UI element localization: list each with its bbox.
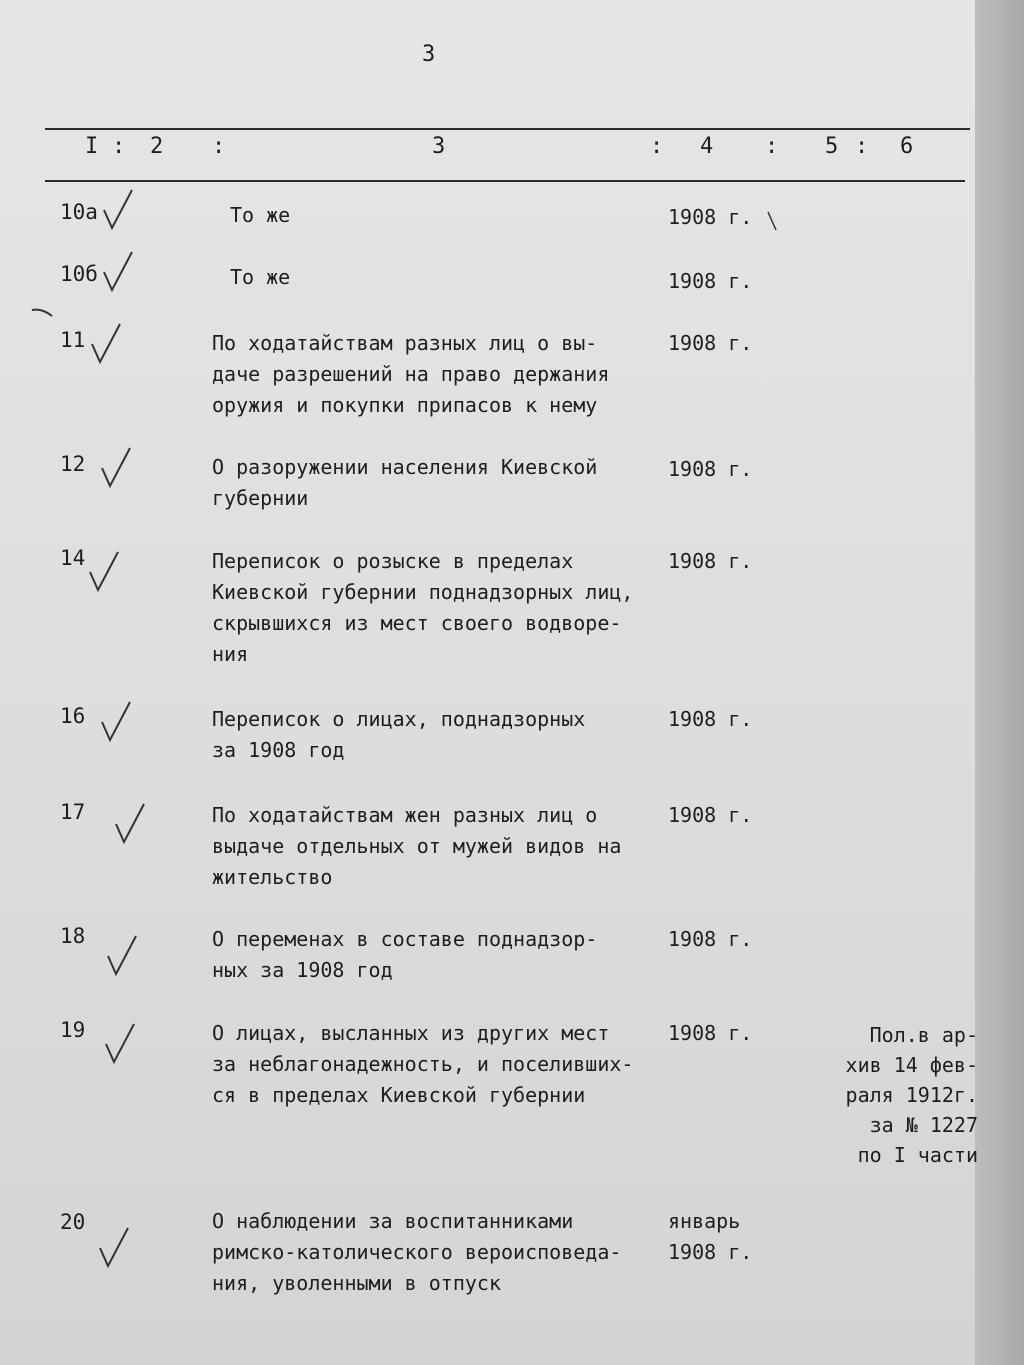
header-sep-2: : bbox=[212, 134, 227, 159]
row-date: 1908 г. bbox=[668, 803, 753, 827]
header-sep-4: : bbox=[765, 134, 780, 159]
checkmark-icon bbox=[100, 250, 140, 294]
checkmark-icon bbox=[96, 1226, 136, 1270]
row-number: 10а bbox=[60, 200, 98, 224]
page-edge-shadow bbox=[975, 0, 1024, 1365]
header-sep-1: : bbox=[112, 134, 127, 159]
row-title: Переписок о розыске в пределах Киевской губернии поднадзорных лиц, скрывшихся из мест своего водворе- ния bbox=[212, 549, 634, 666]
header-col-3: 3 bbox=[432, 134, 447, 159]
row-number: 12 bbox=[60, 452, 86, 476]
row-date: 1908 г. bbox=[668, 549, 753, 573]
checkmark-icon bbox=[86, 550, 126, 594]
row-title: То же bbox=[230, 265, 291, 289]
row-number: 19 bbox=[60, 1018, 86, 1042]
checkmark-icon bbox=[104, 934, 144, 978]
row-date: 1908 г. bbox=[668, 205, 753, 229]
row-date: 1908 г. bbox=[668, 457, 753, 481]
row-title: По ходатайствам разных лиц о вы- даче разрешений на право держания оружия и покупки припасов к нему bbox=[212, 331, 610, 417]
row-title: О лицах, высланных из других мест за неблагонадежность, и поселивших- ся в пределах Киевской губернии bbox=[212, 1021, 634, 1107]
row-number: 14 bbox=[60, 546, 86, 570]
pen-mark bbox=[30, 306, 54, 318]
checkmark-icon bbox=[102, 1022, 142, 1066]
row-date: 1908 г. bbox=[668, 707, 753, 731]
header-sep-3: : bbox=[650, 134, 665, 159]
row-date: 1908 г. bbox=[668, 927, 753, 951]
header-sep-5: : bbox=[855, 134, 870, 159]
header-col-5: 5 bbox=[825, 134, 840, 159]
pen-mark bbox=[766, 210, 778, 232]
row-number: 11 bbox=[60, 328, 86, 352]
row-date: 1908 г. bbox=[668, 331, 753, 355]
row-date: 1908 г. bbox=[668, 269, 753, 293]
row-number: 18 bbox=[60, 924, 86, 948]
header-top-rule bbox=[45, 128, 970, 130]
header-col-2: 2 bbox=[150, 134, 165, 159]
header-col-1: I bbox=[85, 134, 100, 159]
checkmark-icon bbox=[88, 322, 128, 366]
header-col-4: 4 bbox=[700, 134, 715, 159]
row-title: О разоружении населения Киевской губернии bbox=[212, 455, 598, 510]
checkmark-icon bbox=[100, 188, 140, 232]
row-title: Переписок о лицах, поднадзорных за 1908 год bbox=[212, 707, 586, 762]
row-title: По ходатайствам жен разных лиц о выдаче отдельных от мужей видов на жительство bbox=[212, 803, 622, 889]
checkmark-icon bbox=[98, 446, 138, 490]
header-bottom-rule bbox=[45, 180, 965, 182]
checkmark-icon bbox=[112, 802, 152, 846]
row-number: 20 bbox=[60, 1210, 86, 1234]
row-title: То же bbox=[230, 203, 291, 227]
archive-note: Пол.в ар- хив 14 фев- раля 1912г. за № 1227 по I части bbox=[845, 1023, 978, 1167]
row-date: январь 1908 г. bbox=[668, 1209, 753, 1264]
row-number: 16 bbox=[60, 704, 86, 728]
row-number: 17 bbox=[60, 800, 86, 824]
row-date: 1908 г. bbox=[668, 1021, 753, 1045]
row-title: О наблюдении за воспитанниками римско-католического вероисповеда- ния, уволенными в отпуск bbox=[212, 1209, 622, 1295]
page-number: 3 bbox=[422, 42, 436, 67]
header-col-6: 6 bbox=[900, 134, 915, 159]
checkmark-icon bbox=[98, 700, 138, 744]
row-number: 10б bbox=[60, 262, 98, 286]
row-title: О переменах в составе поднадзор- ных за 1908 год bbox=[212, 927, 598, 982]
